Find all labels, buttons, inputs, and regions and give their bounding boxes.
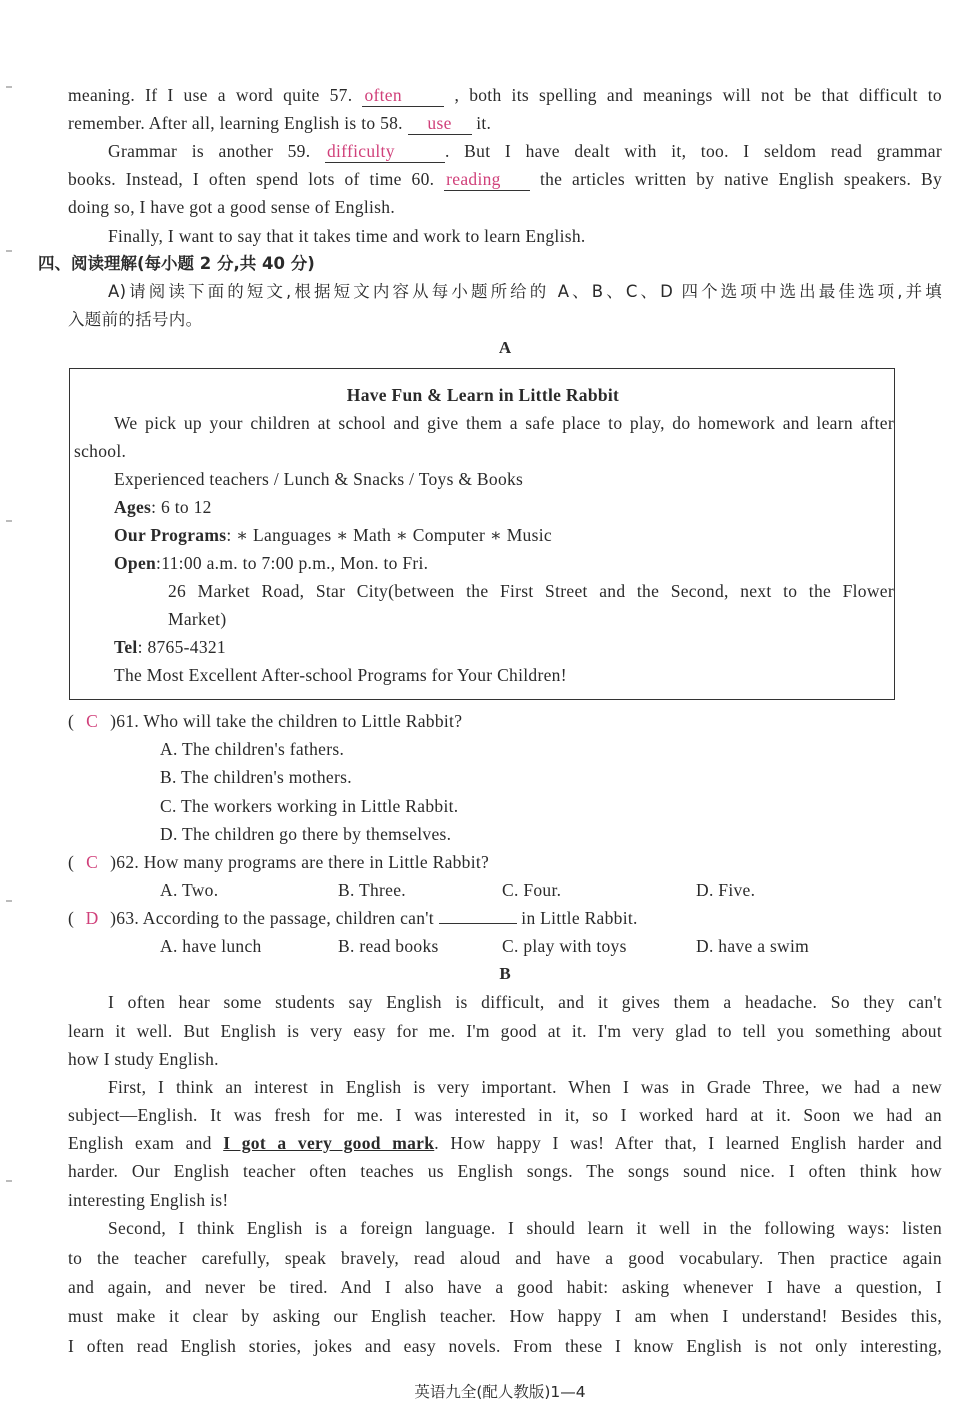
passage-a-label: A (498, 338, 512, 357)
question-63: ( D )63. According to the passage, children can't in Little Rabbit. (68, 904, 638, 932)
ad-intro: school. (74, 441, 127, 461)
passage-line: learn it well. But English is very easy for me. I'm good at it. I'm very glad to tell you something about (68, 1021, 942, 1041)
cloze-line: meaning. If I use a word quite 57. often , both its spelling and meanings will not be that difficult to (68, 85, 942, 105)
margin-mark (6, 900, 12, 902)
answer-mark: C (86, 852, 99, 872)
passage-line: harder. Our English teacher often teaches us English songs. The songs sound nice. I often think how (68, 1161, 942, 1181)
section-instructions: A)请阅读下面的短文,根据短文内容从每小题所给的 A、B、C、D 四个选项中选出最佳选项,并填 (108, 282, 942, 301)
option: D. Five. (696, 880, 756, 900)
section-instructions: 入题前的括号内。 (68, 310, 203, 329)
underlined-phrase: I got a very good mark (223, 1133, 435, 1153)
ad-intro: We pick up your children at school and give them a safe place to play, do homework and learn after (114, 413, 894, 433)
page-footer: 英语九全(配人教版)1—4 (414, 1383, 586, 1401)
ad-slogan: The Most Excellent After-school Programs for Your Children! (114, 665, 567, 685)
blank-63 (439, 905, 517, 924)
question-61: ( C )61. Who will take the children to Little Rabbit? (68, 707, 462, 735)
blank-60: reading (444, 168, 530, 191)
passage-line: subject—English. It was fresh for me. I was interested in it, so I worked hard at it. Soon we had an (68, 1105, 942, 1125)
blank-59: difficulty (325, 140, 445, 163)
option: C. The workers working in Little Rabbit. (160, 796, 459, 816)
question-62: ( C )62. How many programs are there in Little Rabbit? (68, 848, 489, 876)
cloze-line: Grammar is another 59. difficulty . But I have dealt with it, too. I seldom read grammar (108, 141, 942, 161)
ad-features: Experienced teachers / Lunch & Snacks / Toys & Books (114, 469, 524, 489)
ad-programs: Our Programs: ∗ Languages ∗ Math ∗ Computer ∗ Music (114, 525, 552, 545)
margin-mark (6, 520, 12, 522)
option: D. The children go there by themselves. (160, 824, 452, 844)
section-heading: 四、阅读理解(每小题 2 分,共 40 分) (38, 254, 315, 273)
ad-address: 26 Market Road, Star City(between the First Street and the Second, next to the Flower (168, 581, 894, 601)
blank-57: often (362, 84, 444, 107)
ad-ages: Ages: 6 to 12 (114, 497, 212, 517)
option: B. read books (338, 936, 439, 956)
ad-address: Market) (168, 609, 227, 629)
cloze-line: books. Instead, I often spend lots of time 60. reading the articles written by native English speakers. By (68, 169, 942, 189)
passage-line: to the teacher carefully, speak bravely, read aloud and have a good vocabulary. Then practice again (68, 1248, 942, 1268)
passage-line: and again, and never be tired. And I also have a good habit: asking whenever I have a question, I (68, 1277, 942, 1297)
answer-mark: D (85, 908, 99, 928)
option: B. The children's mothers. (160, 767, 352, 787)
option: A. The children's fathers. (160, 739, 345, 759)
ad-tel: Tel: 8765-4321 (114, 637, 226, 657)
passage-line: First, I think an interest in English is very important. When I was in Grade Three, we had a new (108, 1077, 942, 1097)
cloze-line: remember. After all, learning English is to 58. use it. (68, 113, 492, 133)
blank-58: use (408, 112, 472, 135)
cloze-line: Finally, I want to say that it takes time and work to learn English. (108, 226, 586, 246)
passage-b-label: B (499, 964, 511, 983)
margin-mark (6, 250, 12, 252)
passage-line: how I study English. (68, 1049, 219, 1069)
option: D. have a swim (696, 936, 810, 956)
ad-open-hours: Open:11:00 a.m. to 7:00 p.m., Mon. to Fri. (114, 553, 429, 573)
passage-line: I often read English stories, jokes and easy novels. From these I know English is not only interesting, (68, 1336, 942, 1356)
cloze-line: doing so, I have got a good sense of English. (68, 197, 395, 217)
passage-line: interesting English is! (68, 1190, 229, 1210)
ad-box (69, 368, 895, 700)
margin-mark (6, 1180, 12, 1182)
option: C. play with toys (502, 936, 627, 956)
option: A. Two. (160, 880, 219, 900)
passage-line: English exam and I got a very good mark. How happy I was! After that, I learned English harder and (68, 1133, 942, 1153)
margin-mark (6, 86, 12, 88)
option: C. Four. (502, 880, 562, 900)
ad-title: Have Fun & Learn in Little Rabbit (346, 385, 620, 405)
passage-line: I often hear some students say English is difficult, and it gives them a headache. So they can't (108, 992, 942, 1012)
option: A. have lunch (160, 936, 262, 956)
passage-line: Second, I think English is a foreign language. I should learn it well in the following ways: listen (108, 1218, 942, 1238)
option: B. Three. (338, 880, 406, 900)
passage-line: must make it clear by asking our English teacher. How happy I am when I understand! Besides this, (68, 1306, 942, 1326)
answer-mark: C (86, 711, 99, 731)
